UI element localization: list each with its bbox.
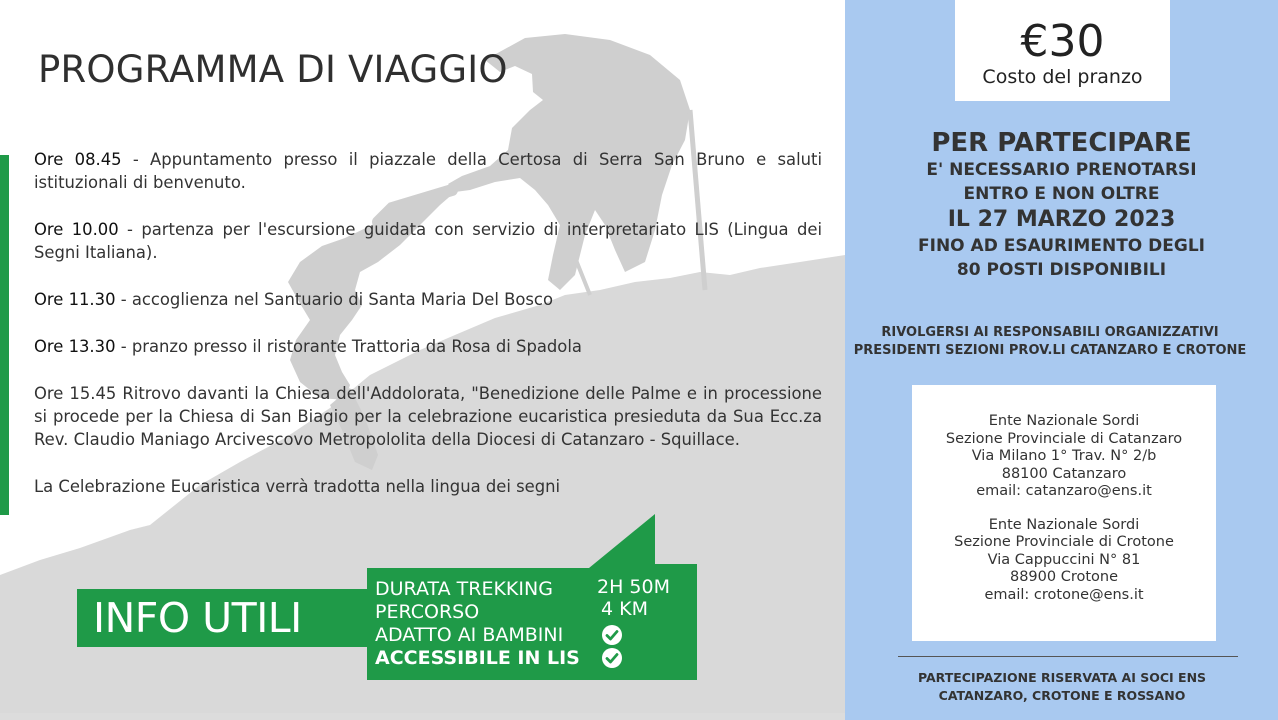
- program-text: La Celebrazione Eucaristica verrà tradotta nella lingua dei segni: [34, 477, 561, 496]
- program-text: - pranzo presso il ristorante Trattoria da Rosa di Spadola: [115, 337, 582, 356]
- contact-city: 88100 Catanzaro: [1001, 465, 1127, 482]
- program-item: [34, 148, 822, 194]
- contact-email: email: catanzaro@ens.it: [976, 483, 1152, 499]
- contact-instructions: [845, 324, 1255, 360]
- bottom-band: [0, 713, 845, 720]
- contact-org: Ente Nazionale Sordi: [988, 413, 1140, 429]
- contact-card-catanzaro: [912, 413, 1216, 501]
- program-item: [34, 288, 822, 311]
- check-circle-icon: [601, 624, 623, 646]
- contact-org: Ente Nazionale Sordi: [988, 516, 1140, 533]
- program-time: Ore 13.30: [34, 337, 116, 356]
- registration-heading: PER PARTECIPARE: [931, 128, 1192, 158]
- bambini-label: ADATTO AI BAMBINI: [375, 624, 564, 646]
- price-caption: Costo del pranzo: [982, 66, 1143, 88]
- program-text: - Appuntamento presso il piazzale della Certosa di Serra San Bruno e saluti istituzionali di benvenuto.: [34, 150, 822, 192]
- contact-email: email: crotone@ens.it: [984, 586, 1144, 603]
- program-time: Ore 11.30: [34, 290, 116, 309]
- footer-divider: [898, 656, 1238, 657]
- registration-deadline: IL 27 MARZO 2023: [947, 207, 1176, 232]
- percorso-value: 4 KM: [601, 598, 648, 620]
- durata-label: DURATA TREKKING: [375, 578, 553, 600]
- check-circle-icon: [601, 647, 623, 669]
- contact-city: 88900 Crotone: [1009, 569, 1119, 585]
- durata-value: 2H 50M: [597, 576, 670, 598]
- registration-line: ENTRO E NON OLTRE: [963, 184, 1160, 204]
- contact-section: Sezione Provinciale di Catanzaro: [945, 430, 1183, 447]
- percorso-label: PERCORSO: [375, 601, 480, 623]
- contact-card-crotone: [912, 517, 1216, 605]
- info-utili-label: INFO UTILI: [93, 594, 302, 642]
- program-time: Ore 08.45: [34, 150, 122, 169]
- contact-instructions-line: RIVOLGERSI AI RESPONSABILI ORGANIZZATIVI: [881, 325, 1219, 340]
- registration-line: FINO AD ESAURIMENTO DEGLI: [918, 236, 1205, 256]
- contact-address: Via Milano 1° Trav. N° 2/b: [971, 448, 1157, 464]
- registration-line: E' NECESSARIO PRENOTARSI: [926, 160, 1197, 180]
- contact-section: Sezione Provinciale di Crotone: [954, 534, 1174, 550]
- program-text: - partenza per l'escursione guidata con servizio di interpretariato LIS (Lingua dei Segni Italiana).: [34, 220, 822, 262]
- program-schedule: [34, 148, 822, 498]
- green-accent-bar: [0, 155, 9, 515]
- program-item: [34, 218, 822, 264]
- membership-note-line: CATANZARO, CROTONE E ROSSANO: [938, 688, 1186, 703]
- program-time: Ore 10.00: [34, 220, 119, 239]
- program-item: [34, 475, 822, 498]
- price-box: [955, 0, 1170, 101]
- price-amount: €30: [1020, 16, 1105, 67]
- program-item: [34, 335, 822, 358]
- page-title: PROGRAMMA DI VIAGGIO: [38, 48, 508, 91]
- contact-instructions-line: PRESIDENTI SEZIONI PROV.LI CATANZARO E CROTONE: [853, 343, 1247, 358]
- program-item: [34, 382, 822, 451]
- contact-address: Via Cappuccini N° 81: [987, 551, 1141, 568]
- contacts-box: [912, 385, 1216, 641]
- lis-label: ACCESSIBILE IN LIS: [375, 647, 580, 669]
- program-text: - accoglienza nel Santuario di Santa Maria Del Bosco: [115, 290, 553, 309]
- registration-line: 80 POSTI DISPONIBILI: [956, 260, 1167, 280]
- membership-note: [845, 669, 1278, 705]
- registration-info: [845, 128, 1278, 282]
- info-utili-banner: [77, 589, 369, 647]
- membership-note-line: PARTECIPAZIONE RISERVATA AI SOCI ENS: [917, 670, 1207, 685]
- program-text: Ore 15.45 Ritrovo davanti la Chiesa dell'Addolorata, "Benedizione delle Palme e in processione si procede per la Chiesa di San Biagio per la celebrazione eucaristica presieduta da Sua Ecc.za Rev. Claudio Maniago Arcivescovo Metropololita della Diocesi di Catanzaro - Squillace.: [34, 384, 822, 449]
